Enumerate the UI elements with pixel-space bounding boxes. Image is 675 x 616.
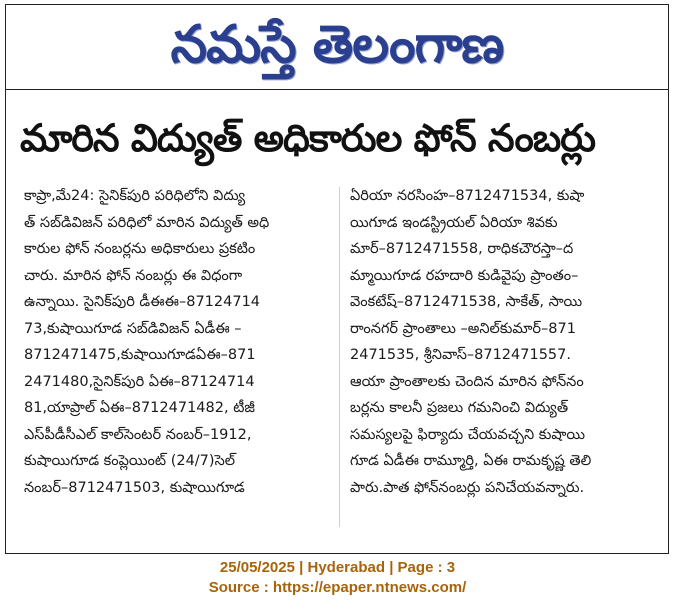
article-text-line: మార్–8712471558, రాధికచౌరస్తా–ద <box>350 241 574 257</box>
article-text-line: ఉన్నాయి. సైనిక్‌పురి డీఈఈ–87124714 <box>24 294 261 310</box>
article-text-line: యిగూడ ఇండస్ట్రియల్ ఏరియా శివకు <box>350 214 558 231</box>
article-text-line: కారుల ఫోన్ నంబర్లను అధికారులు ప్రకటిం <box>24 241 256 257</box>
article-text-line: బర్లను కాలనీ ప్రజలు గమనించి విద్యుత్ <box>350 400 569 416</box>
article-text-line: సమస్యలపై ఫిర్యాదు చేయవచ్చని కుషాయి <box>350 426 585 443</box>
article-text-line: నంబర్–8712471503, కుషాయిగూడ <box>24 479 245 496</box>
article-text-line: 73,కుషాయిగూడ సబ్‌డివిజన్ ఏడీఈ – <box>24 320 242 337</box>
article-text-line: 8712471475,కుషాయిగూడఏఈ–871 <box>24 347 256 363</box>
article-text-line: త్ సబ్‌డివిజన్ పరిధిలో మారిన విద్యుత్ అధి <box>24 214 270 231</box>
newspaper-clipping <box>5 4 669 554</box>
article-text-line: మ్మాయిగూడ రహదారి కుడివైపు ప్రాంతం– <box>350 267 579 284</box>
article-text-line: కుషాయిగూడ కంప్లెయింట్ (24/7)సెల్ <box>24 453 236 469</box>
article-text-line: కాప్రా,మే24: సైనిక్‌పురి పరిధిలోని విద్యు <box>24 188 246 204</box>
article-column-right <box>350 183 656 501</box>
article-text-line: వెంకటేష్–8712471538, సాకేత్, సాయి <box>350 294 583 310</box>
source-link[interactable]: Source : https://epaper.ntnews.com/ <box>208 579 467 596</box>
article-text-line: 81,యాప్రాల్ ఏఈ–8712471482, టీజీ <box>24 400 255 416</box>
article-text-line: గూడ ఏడీఈ రామ్మూర్తి, ఏఈ రామకృష్ణ తెలి <box>350 453 592 469</box>
article-column-left <box>24 183 329 501</box>
article-text-line: 2471480,సైనిక్‌పురి ఏఈ–87124714 <box>24 373 255 390</box>
article-text-line: 2471535, శ్రీనివాస్–8712471557. <box>350 347 571 363</box>
column-divider <box>339 187 340 527</box>
article-text-line: ఎస్‌పీడీసీఎల్ కాల్‌సెంటర్ నంబర్–1912, <box>24 426 252 443</box>
article-text-line: పారు.పాత ఫోన్‌నంబర్లు పనిచేయవన్నారు. <box>350 479 585 496</box>
article-text-line: చారు. మారిన ఫోన్ నంబర్లు ఈ విధంగా <box>24 267 243 284</box>
article-headline: మారిన విద్యుత్ అధికారుల ఫోన్ నంబర్లు <box>20 116 595 160</box>
article-text-line: ఏరియా నరసింహ–8712471534, కుషా <box>350 188 585 204</box>
article-text-line: ఆయా ప్రాంతాలకు చెందిన మారిన ఫోన్‌నం <box>350 373 584 390</box>
dateline: 25/05/2025 | Hyderabad | Page : 3 <box>219 559 456 576</box>
clipping-footer <box>0 558 675 598</box>
masthead-divider <box>6 89 668 90</box>
article-text-line: రాంనగర్ ప్రాంతాలు –అనిల్‌కుమార్–871 <box>350 320 576 337</box>
masthead-title: నమస్తే తెలంగాణ <box>170 15 504 75</box>
masthead <box>6 9 668 85</box>
